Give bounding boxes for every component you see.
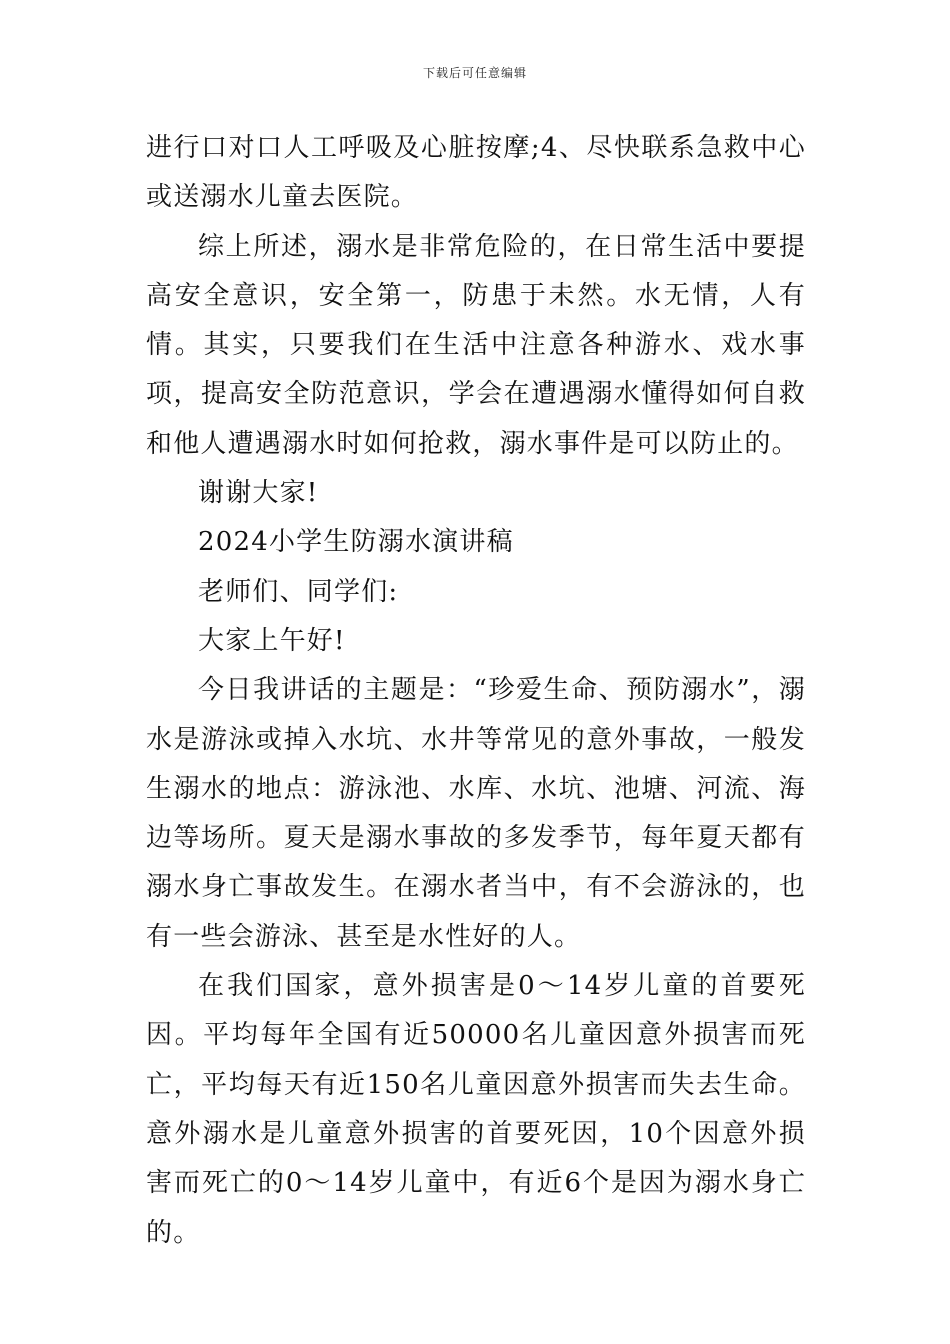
paragraph-summary: 综上所述，溺水是非常危险的，在日常生活中要提高安全意识，安全第一，防患于未然。水无情，人有情。其实，只要我们在生活中注意各种游水、戏水事项，提高安全防范意识，学会在遭遇溺水懂得如何自救和他人遭遇溺水时如何抢救，溺水事件是可以防止的。 bbox=[146, 231, 806, 459]
paragraph-continuation: 进行口对口人工呼吸及心脏按摩;4、尽快联系急救中心或送溺水儿童去医院。 bbox=[146, 133, 806, 213]
document-body bbox=[146, 124, 806, 1258]
closing-thanks: 谢谢大家! bbox=[198, 478, 319, 509]
greeting: 大家上午好! bbox=[198, 625, 346, 656]
speech-title: 2024小学生防溺水演讲稿 bbox=[198, 527, 514, 558]
salutation: 老师们、同学们: bbox=[198, 576, 399, 607]
paragraph-statistics: 在我们国家，意外损害是0～14岁儿童的首要死因。平均每年全国有近50000名儿童因意外损害而死亡，平均每天有近150名儿童因意外损害而失去生命。意外溺水是儿童意外损害的首要死因，10个因意外损害而死亡的0～14岁儿童中，有近6个是因为溺水身亡的。 bbox=[146, 971, 806, 1248]
page-header-note: 下载后可任意编辑 bbox=[422, 66, 527, 80]
paragraph-topic: 今日我讲话的主题是：“珍爱生命、预防溺水”，溺水是游泳或掉入水坑、水井等常见的意外事故，一般发生溺水的地点：游泳池、水库、水坑、池塘、河流、海边等场所。夏天是溺水事故的多发季节，每年夏天都有溺水身亡事故发生。在溺水者当中，有不会游泳的，也有一些会游泳、甚至是水性好的人。 bbox=[146, 675, 806, 952]
